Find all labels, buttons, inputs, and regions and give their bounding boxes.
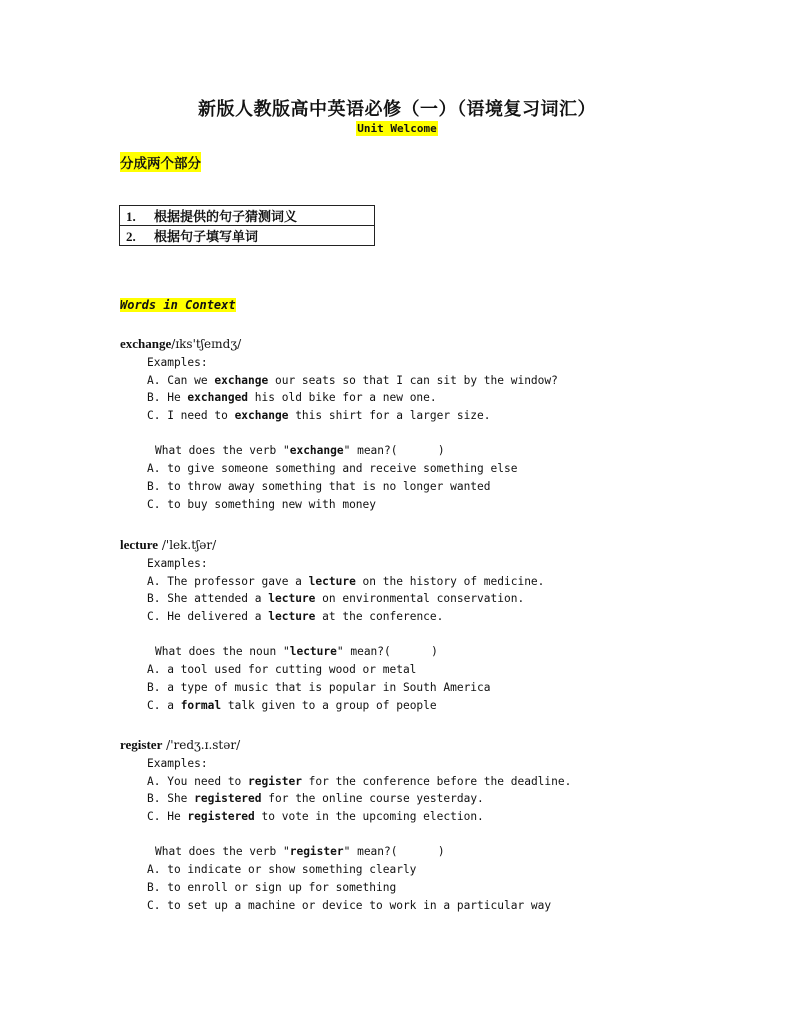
answer-option: B. to throw away something that is no longer wanted [147, 479, 491, 493]
examples-label: Examples: [147, 557, 208, 570]
example-sentence: A. Can we exchange our seats so that I can sit by the window? [147, 373, 558, 387]
answer-option: B. to enroll or sign up for something [147, 880, 397, 894]
example-sentence: C. He registered to vote in the upcoming election. [147, 810, 484, 824]
subtitle-container [0, 119, 794, 137]
example-sentence: A. The professor gave a lecture on the history of medicine. [147, 574, 545, 588]
meaning-question: What does the noun "lecture" mean?( ) [155, 645, 438, 659]
headword-text: lecture [120, 537, 159, 552]
headword-ipa: /ɪks'tʃeɪndʒ/ [171, 337, 242, 351]
vocab-entry [120, 535, 680, 714]
headword-ipa: /'redʒ.ɪ.stər/ [162, 738, 241, 752]
example-sentence: A. You need to register for the conference before the deadline. [147, 774, 572, 788]
answer-option: A. a tool used for cutting wood or metal [147, 663, 417, 677]
entry-headword [120, 535, 680, 555]
vocab-entry [120, 735, 680, 914]
parts-row [120, 226, 375, 246]
parts-row [120, 206, 375, 226]
entry-headword [120, 334, 680, 354]
examples-label: Examples: [147, 757, 208, 770]
section-label: 分成两个部分 [120, 152, 201, 172]
words-in-context-heading: Words in Context [120, 298, 236, 312]
part-text: 根据句子填写单词 [154, 230, 259, 245]
headword-ipa: /'lek.tʃər/ [158, 538, 217, 552]
example-sentence: C. I need to exchange this shirt for a larger size. [147, 409, 491, 423]
meaning-question: What does the verb "register" mean?( ) [155, 845, 445, 859]
answer-option: A. to indicate or show something clearly [147, 863, 417, 877]
entry-headword [120, 735, 680, 755]
part-number: 1. [126, 209, 136, 224]
example-sentence: B. She attended a lecture on environmental conservation. [147, 592, 525, 606]
parts-cell [120, 226, 375, 246]
answer-option: A. to give someone something and receive something else [147, 462, 518, 476]
page-title: 新版人教版高中英语必修（一）（语境复习词汇） [198, 99, 596, 120]
answer-option: C. to set up a machine or device to work in a particular way [147, 898, 552, 912]
parts-cell [120, 206, 375, 226]
parts-table [119, 205, 375, 246]
unit-subtitle: Unit Welcome [357, 122, 437, 135]
meaning-question: What does the verb "exchange" mean?( ) [155, 444, 445, 458]
part-number: 2. [126, 229, 136, 244]
example-sentence: B. He exchanged his old bike for a new one. [147, 391, 437, 405]
headword-text: register [120, 737, 163, 752]
part-text: 根据提供的句子猜测词义 [154, 210, 298, 225]
examples-label: Examples: [147, 356, 208, 369]
answer-option: C. a formal talk given to a group of people [147, 698, 437, 712]
example-sentence: B. She registered for the online course yesterday. [147, 792, 484, 806]
example-sentence: C. He delivered a lecture at the conference. [147, 610, 444, 624]
vocab-entry [120, 334, 680, 513]
headword-text: exchange [120, 336, 172, 351]
answer-option: B. a type of music that is popular in South America [147, 680, 491, 694]
answer-option: C. to buy something new with money [147, 497, 377, 511]
